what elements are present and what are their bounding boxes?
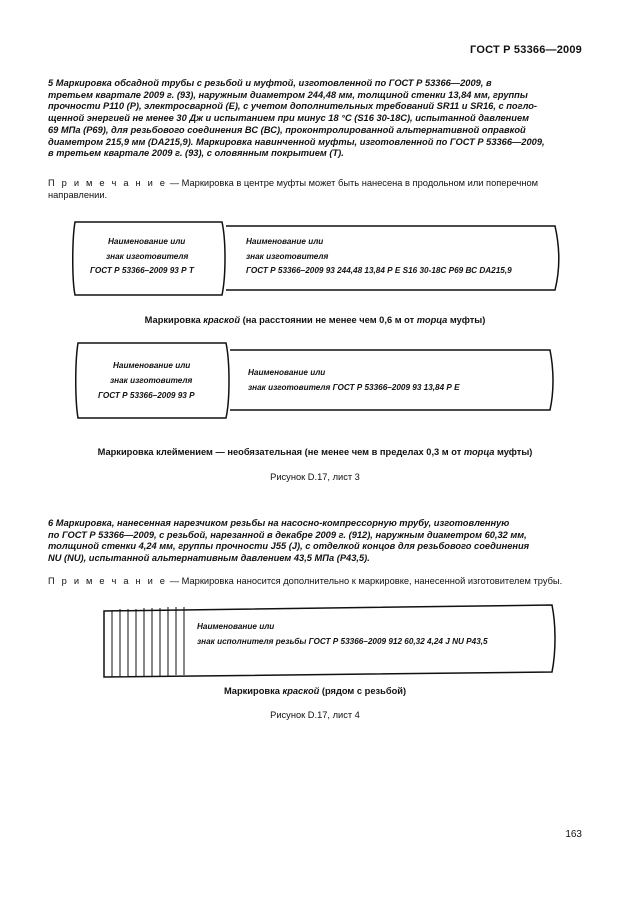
figure-caption-sheet-3: Рисунок D.17, лист 3 [270, 472, 360, 482]
coupling-1-mark-line: знак изготовителя [106, 252, 189, 261]
diagram-3-caption: Маркировка краской (рядом с резьбой) [223, 686, 407, 696]
coupling-2-mark-line: Наименование или [113, 361, 191, 370]
note-text: — Маркировка в центре муфты может быть нанесена в продольном или поперечном [167, 178, 539, 188]
pipe-2-mark-line: Наименование или [248, 368, 326, 377]
pipe-1-mark-line: ГОСТ Р 53366–2009 93 244,48 13,84 Р Е S16 30-18С Р69 ВС DA215,9 [246, 266, 512, 275]
note-prefix: П р и м е ч а н и е [48, 178, 168, 188]
paragraph-line: третьем квартале 2009 г. (93), наружным диаметром 244,48 мм, толщиной стенки 13,84 мм, группы [48, 89, 528, 100]
coupling-1-mark-line: ГОСТ Р 53366–2009 93 Р Т [90, 266, 194, 275]
paragraph-line: щенной энергией не менее 30 Дж и испытанием при минус 18 °С (S16 30-18С), испытанной давлением [48, 113, 529, 124]
paragraph-line: в третьем квартале 2009 г. (93), с оловянным покрытием (Т). [48, 148, 344, 159]
thread-lines [112, 607, 184, 677]
note-2 [48, 575, 582, 587]
paragraph-line: 69 МПа (Р69), для резьбового соединения ВС (ВС), проконтролированной альтернативной оправкой [48, 124, 526, 135]
page-number: 163 [565, 829, 582, 840]
paragraph-line: прочности Р110 (Р), электросварной (Е), с учетом дополнительных требований SR11 и SR16, с погло- [48, 101, 537, 112]
pipe-1-mark-line: Наименование или [246, 237, 324, 246]
paragraph-6 [48, 518, 582, 565]
note-prefix: П р и м е ч а н и е [48, 576, 168, 586]
pipe-2-mark-line: знак изготовителя ГОСТ Р 53366–2009 93 13,84 Р Е [248, 383, 460, 392]
diagram-1-caption: Маркировка краской (на расстоянии не менее чем 0,6 м от торца муфты) [144, 315, 486, 325]
paragraph-line: толщиной стенки 4,24 мм, группы прочности J55 (J), с отделкой концов для резьбового соединения [48, 541, 530, 552]
coupling-2-mark-line: знак изготовителя [110, 376, 193, 385]
pipe-1-mark-line: знак изготовителя [246, 252, 329, 261]
coupling-2-mark-line: ГОСТ Р 53366–2009 93 Р [98, 391, 195, 400]
pipe-3-mark-line: знак исполнителя резьбы ГОСТ Р 53366–2009 912 60,32 4,24 J NU Р43,5 [197, 637, 488, 646]
pipe-2-body [230, 350, 553, 410]
paragraph-line: диаметром 215,9 мм (DA215,9). Маркировка навинченной муфты, изготовленной по ГОСТ Р 53366—2009, [48, 136, 545, 147]
paragraph-line: 5 Маркировка обсадной трубы с резьбой и муфтой, изготовленной по ГОСТ Р 53366—2009, в [48, 78, 492, 88]
paragraph-line: 6 Маркировка, нанесенная нарезчиком резьбы на насосно-компрессорную трубу, изготовленную [48, 518, 510, 528]
coupling-1-mark-line: Наименование или [108, 237, 186, 246]
note-text-continued: направлении. [48, 190, 108, 200]
note-text: — Маркировка наносится дополнительно к маркировке, нанесенной изготовителем трубы. [167, 576, 563, 586]
standard-header: ГОСТ Р 53366—2009 [470, 44, 582, 56]
figure-caption-sheet-4: Рисунок D.17, лист 4 [270, 710, 360, 720]
pipe-3-mark-line: Наименование или [197, 622, 275, 631]
paragraph-line: NU (NU), испытанной альтернативным давлением 43,5 МПа (Р43,5). [48, 553, 370, 564]
paragraph-line: по ГОСТ Р 53366—2009, с резьбой, нарезанной в декабре 2009 г. (912), наружным диаметром 60,32 мм, [48, 529, 527, 540]
diagram-2-caption: Маркировка клеймением — необязательная (не менее чем в пределах 0,3 м от торца муфты) [97, 447, 533, 457]
